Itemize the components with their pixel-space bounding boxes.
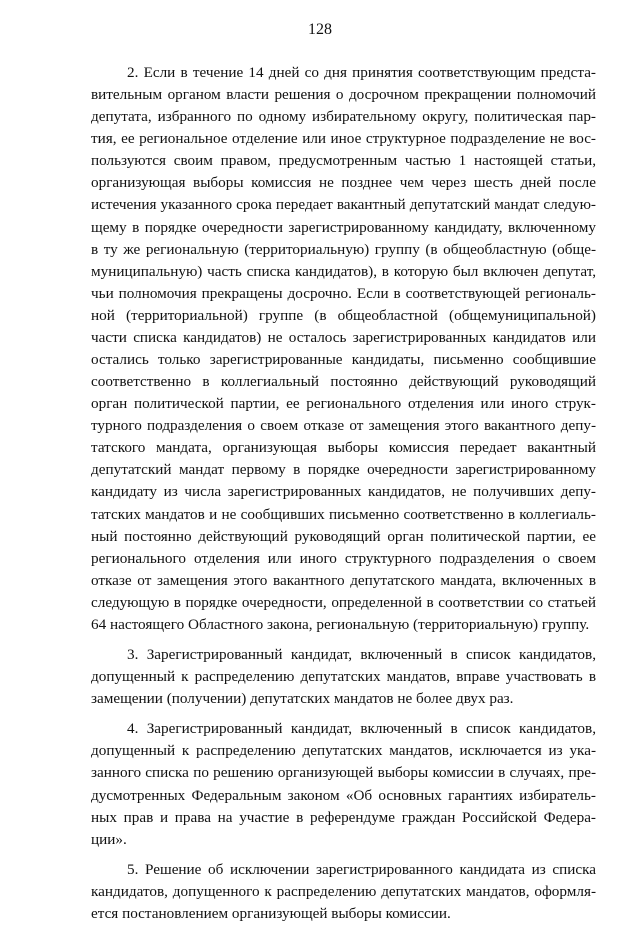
text-line: замещении (получении) депутатских мандатов не более двух раз.	[91, 690, 514, 708]
text-line: 4. Зарегистрированный кандидат, включенный в список кандидатов,	[127, 720, 596, 738]
text-line: истечения указанного срока передает вакантный депутатский мандат следую-	[91, 196, 596, 214]
text-line: депутатский мандат первому в порядке очередности зарегистрированному	[91, 461, 596, 479]
text-line: депутата, избранного по одному избирательному округу, политическая пар-	[91, 108, 596, 126]
text-line: ный постоянно действующий руководящий орган политической партии, ее	[91, 527, 596, 545]
text-line: тия, ее региональное отделение или иное структурное подразделение не вос-	[91, 130, 596, 148]
text-line: части списка кандидатов) не осталось зарегистрированных кандидатов или	[91, 328, 596, 346]
text-line: кандидатов, допущенного к распределению депутатских мандатов, оформля-	[91, 882, 596, 900]
text-line: допущенный к распределению депутатских мандатов, вправе участвовать в	[91, 668, 596, 686]
paragraph-5	[91, 859, 596, 925]
text-line: орган политической партии, ее регионального отделения или иного струк-	[91, 395, 596, 413]
text-line: остались только зарегистрированные кандидаты, письменно сообщившие	[91, 351, 596, 369]
text-line: татского мандата, организующая выборы комиссия передает вакантный	[91, 439, 596, 457]
text-line: в ту же региональную (территориальную) группу (в общеобластную (обще-	[91, 240, 596, 258]
text-line: регионального отделения или иного структурного подразделения о своем	[91, 549, 596, 567]
text-line: 2. Если в течение 14 дней со дня принятия соответствующим предста-	[127, 64, 596, 81]
text-line: чьи полномочия прекращены досрочно. Если в соответствующей региональ-	[91, 284, 596, 302]
text-line: щему в порядке очередности зарегистрированному кандидату, включенному	[91, 218, 596, 236]
text-line: ется постановлением организующей выборы комиссии.	[91, 904, 451, 922]
text-line: отказе от замещения этого вакантного депутатского мандата, включенных в	[91, 571, 596, 589]
document-body	[91, 62, 596, 925]
text-line: занного списка по решению организующей выборы комиссии в случаях, пре-	[91, 764, 596, 782]
text-line: 5. Решение об исключении зарегистрированного кандидата из списка	[127, 860, 596, 878]
paragraph-4	[91, 718, 596, 850]
text-line: 64 настоящего Областного закона, региональную (территориальную) группу.	[91, 615, 590, 633]
paragraph-3	[91, 644, 596, 710]
paragraph-2	[91, 62, 596, 636]
text-line: кандидату из числа зарегистрированных кандидатов, не получивших депу-	[91, 483, 596, 501]
text-line: пользуются своим правом, предусмотренным частью 1 настоящей статьи,	[91, 152, 596, 170]
text-line: ции».	[91, 830, 127, 848]
text-line: ной (территориальной) группе (в общеобластной (общемуниципальной)	[91, 306, 596, 324]
text-line: татских мандатов и не сообщивших письменно соответственно в коллегиаль-	[91, 505, 596, 523]
text-line: соответственно в коллегиальный постоянно действующий руководящий	[91, 373, 596, 391]
text-line: муниципальную) часть списка кандидатов), в которую был включен депутат,	[91, 262, 596, 280]
text-line: 3. Зарегистрированный кандидат, включенный в список кандидатов,	[127, 646, 596, 664]
page-number: 128	[308, 21, 332, 38]
text-line: организующая выборы комиссия не позднее чем через шесть дней после	[91, 174, 596, 192]
text-line: следующую в порядке очередности, определенной в соответствии со статьей	[91, 593, 596, 611]
text-line: дусмотренных Федеральным законом «Об основных гарантиях избиратель-	[91, 786, 596, 804]
text-line: вительным органом власти решения о досрочном прекращении полномочий	[91, 86, 596, 104]
text-line: допущенный к распределению депутатских мандатов, исключается из ука-	[91, 742, 596, 760]
text-line: ных прав и права на участие в референдуме граждан Российской Федера-	[91, 808, 596, 826]
text-line: турного подразделения о своем отказе от замещения этого вакантного депу-	[91, 417, 596, 435]
